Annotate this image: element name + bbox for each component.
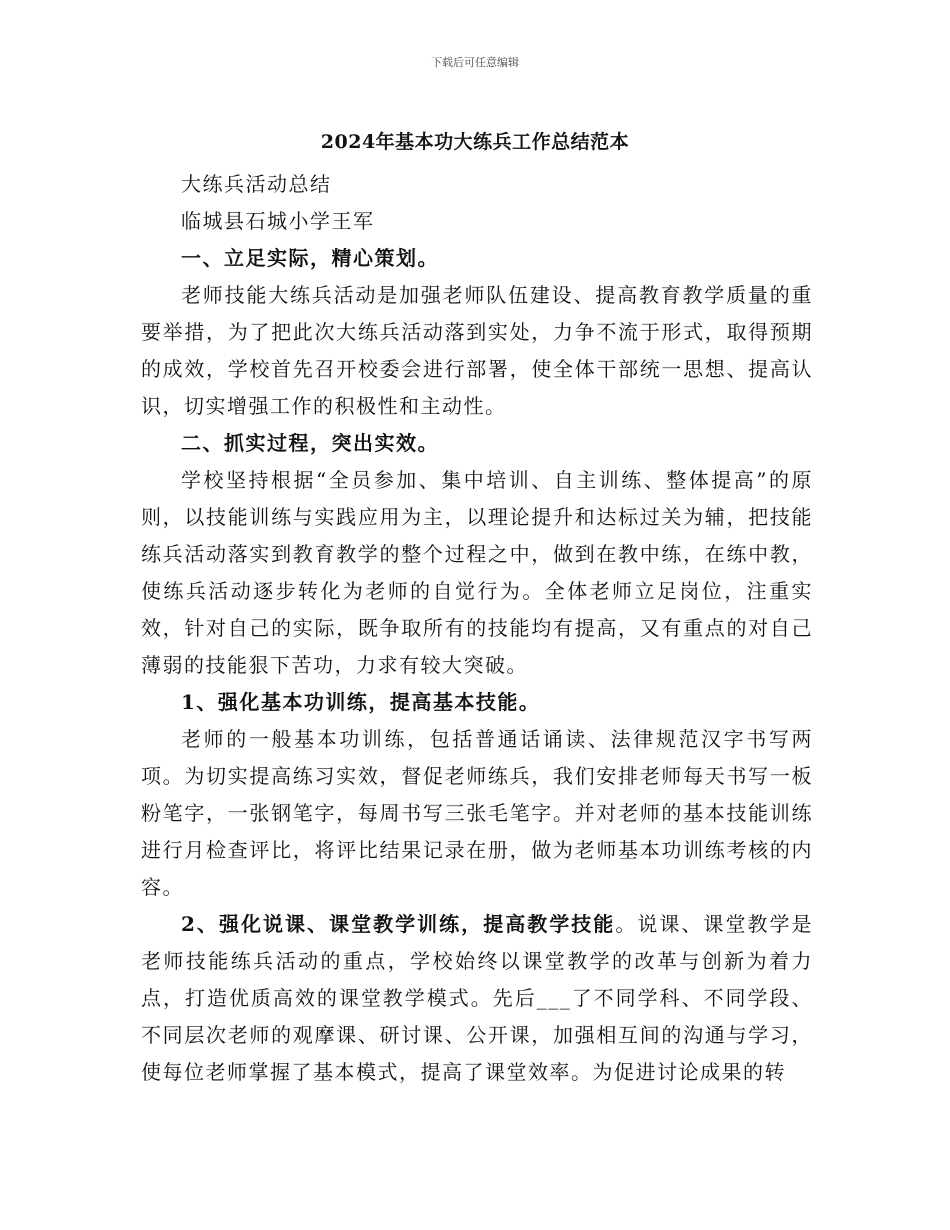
item1-heading: 1、强化基本功训练，提高基本技能。 — [181, 690, 541, 714]
subtitle: 大练兵活动总结 — [181, 172, 332, 196]
header-note: 下载后可任意编辑 — [431, 56, 519, 69]
item2-paragraph-block — [141, 906, 813, 1091]
author-line: 临城县石城小学王军 — [181, 209, 375, 233]
document-body — [141, 166, 813, 1091]
item2-heading: 2、强化说课、课堂教学训练，提高教学技能 — [181, 912, 616, 936]
section2-heading: 二、抓实过程，突出实效。 — [181, 431, 439, 455]
item1-paragraph: 老师的一般基本功训练，包括普通话诵读、法律规范汉字书写两项。为切实提高练习实效，督促老师练兵，我们安排老师每天书写一板粉笔字，一张钢笔字，每周书写三张毛笔字。并对老师的基本技能训练进行月检查评比，将评比结果记录在册，做为老师基本功训练考核的内容。 — [141, 727, 813, 899]
item2-paragraph: 。说课、课堂教学是老师技能练兵活动的重点，学校始终以课堂教学的改革与创新为着力点，打造优质高效的课堂教学模式。先后___了不同学科、不同学段、不同层次老师的观摩课、研讨课、公开课，加强相互间的沟通与学习，使每位老师掌握了基本模式，提高了课堂效率。为促进讨论成果的转 — [141, 912, 814, 1084]
section1-paragraph: 老师技能大练兵活动是加强老师队伍建设、提高教育教学质量的重要举措，为了把此次大练兵活动落到实处，力争不流于形式，取得预期的成效，学校首先召开校委会进行部署，使全体干部统一思想、提高认识，切实增强工作的积极性和主动性。 — [141, 283, 813, 418]
section1-heading: 一、立足实际，精心策划。 — [181, 246, 439, 270]
document-title: 2024年基本功大练兵工作总结范本 — [320, 131, 630, 153]
section2-paragraph: 学校坚持根据“全员参加、集中培训、自主训练、整体提高”的原则，以技能训练与实践应用为主，以理论提升和达标过关为辅，把技能练兵活动落实到教育教学的整个过程之中，做到在教中练，在练中教，使练兵活动逐步转化为老师的自觉行为。全体老师立足岗位，注重实效，针对自己的实际，既争取所有的技能均有提高，又有重点的对自己薄弱的技能狠下苦功，力求有较大突破。 — [141, 468, 813, 677]
